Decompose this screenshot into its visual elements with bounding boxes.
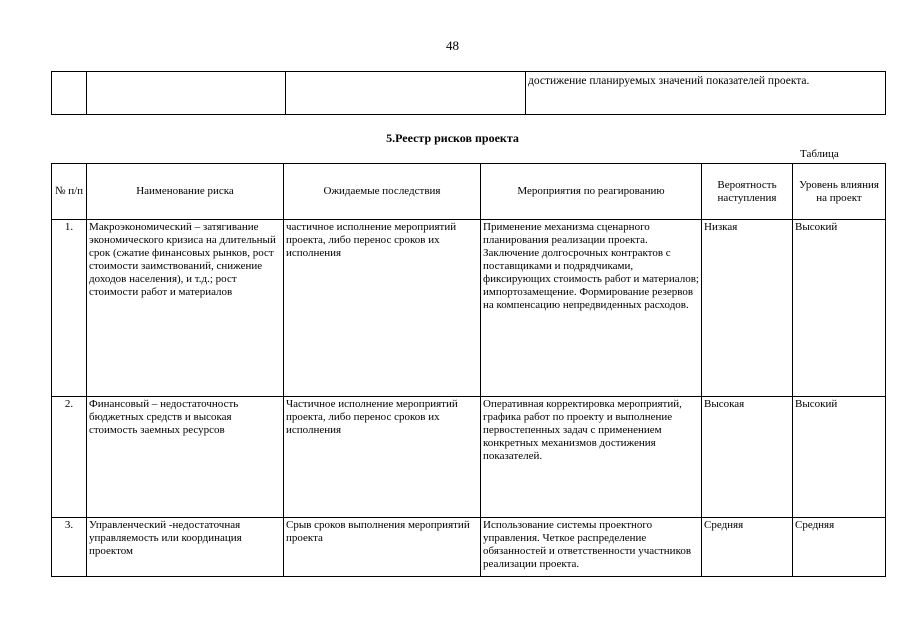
risk-measures: Оперативная корректировка мероприятий, графика работ по проекту и выполнение первостепенных задач с применением конкретных механизмов достижения показателей. [481,397,702,518]
risk-register-table [51,163,886,577]
risk-probability: Низкая [702,220,793,397]
table-row [52,220,886,397]
header-num: № п/п [52,164,87,220]
risk-consequences: частичное исполнение мероприятий проекта, либо перенос сроков их исполнения [284,220,481,397]
risk-name: Макроэкономический – затягивание экономического кризиса на длительный срок (сжатие финансовых рынков, рост стоимости заимствований, снижение доходов населения), и т.д.; рост стоимости работ и материалов [87,220,284,397]
risk-probability: Высокая [702,397,793,518]
header-probability: Вероятность наступления [702,164,793,220]
risk-consequences: Срыв сроков выполнения мероприятий проекта [284,518,481,577]
table-row [52,518,886,577]
page-number: 48 [446,38,459,53]
risk-probability: Средняя [702,518,793,577]
row-num: 2. [52,397,87,518]
header-name: Наименование риска [87,164,284,220]
table-caption: Таблица [800,148,839,160]
section-title: 5.Реестр рисков проекта [386,131,519,145]
header-row [52,164,886,220]
risk-measures: Применение механизма сценарного планирования реализации проекта. Заключение долгосрочных контрактов с поставщиками и подрядчиками, фиксирующих стоимость работ и материалов; импортозамещение. Формирование резервов на компенсацию непредвиденных расходов. [481,220,702,397]
row-num: 3. [52,518,87,577]
risk-consequences: Частичное исполнение мероприятий проекта, либо перенос сроков их исполнения [284,397,481,518]
table-cell [286,72,526,115]
risk-impact: Средняя [793,518,886,577]
table-cell: достижение планируемых значений показателей проекта. [526,72,886,115]
header-measures: Мероприятия по реагированию [481,164,702,220]
continuation-table [51,71,886,115]
risk-impact: Высокий [793,220,886,397]
risk-measures: Использование системы проектного управления. Четкое распределение обязанностей и ответственности участников реализации проекта. [481,518,702,577]
header-consequences: Ожидаемые последствия [284,164,481,220]
risk-name: Финансовый – недостаточность бюджетных средств и высокая стоимость заемных ресурсов [87,397,284,518]
table-row [52,397,886,518]
risk-name: Управленческий -недостаточная управляемость или координация проектом [87,518,284,577]
table-cell [87,72,286,115]
risk-impact: Высокий [793,397,886,518]
table-row [52,72,886,115]
header-impact: Уровень влияния на проект [793,164,886,220]
row-num: 1. [52,220,87,397]
table-cell [52,72,87,115]
